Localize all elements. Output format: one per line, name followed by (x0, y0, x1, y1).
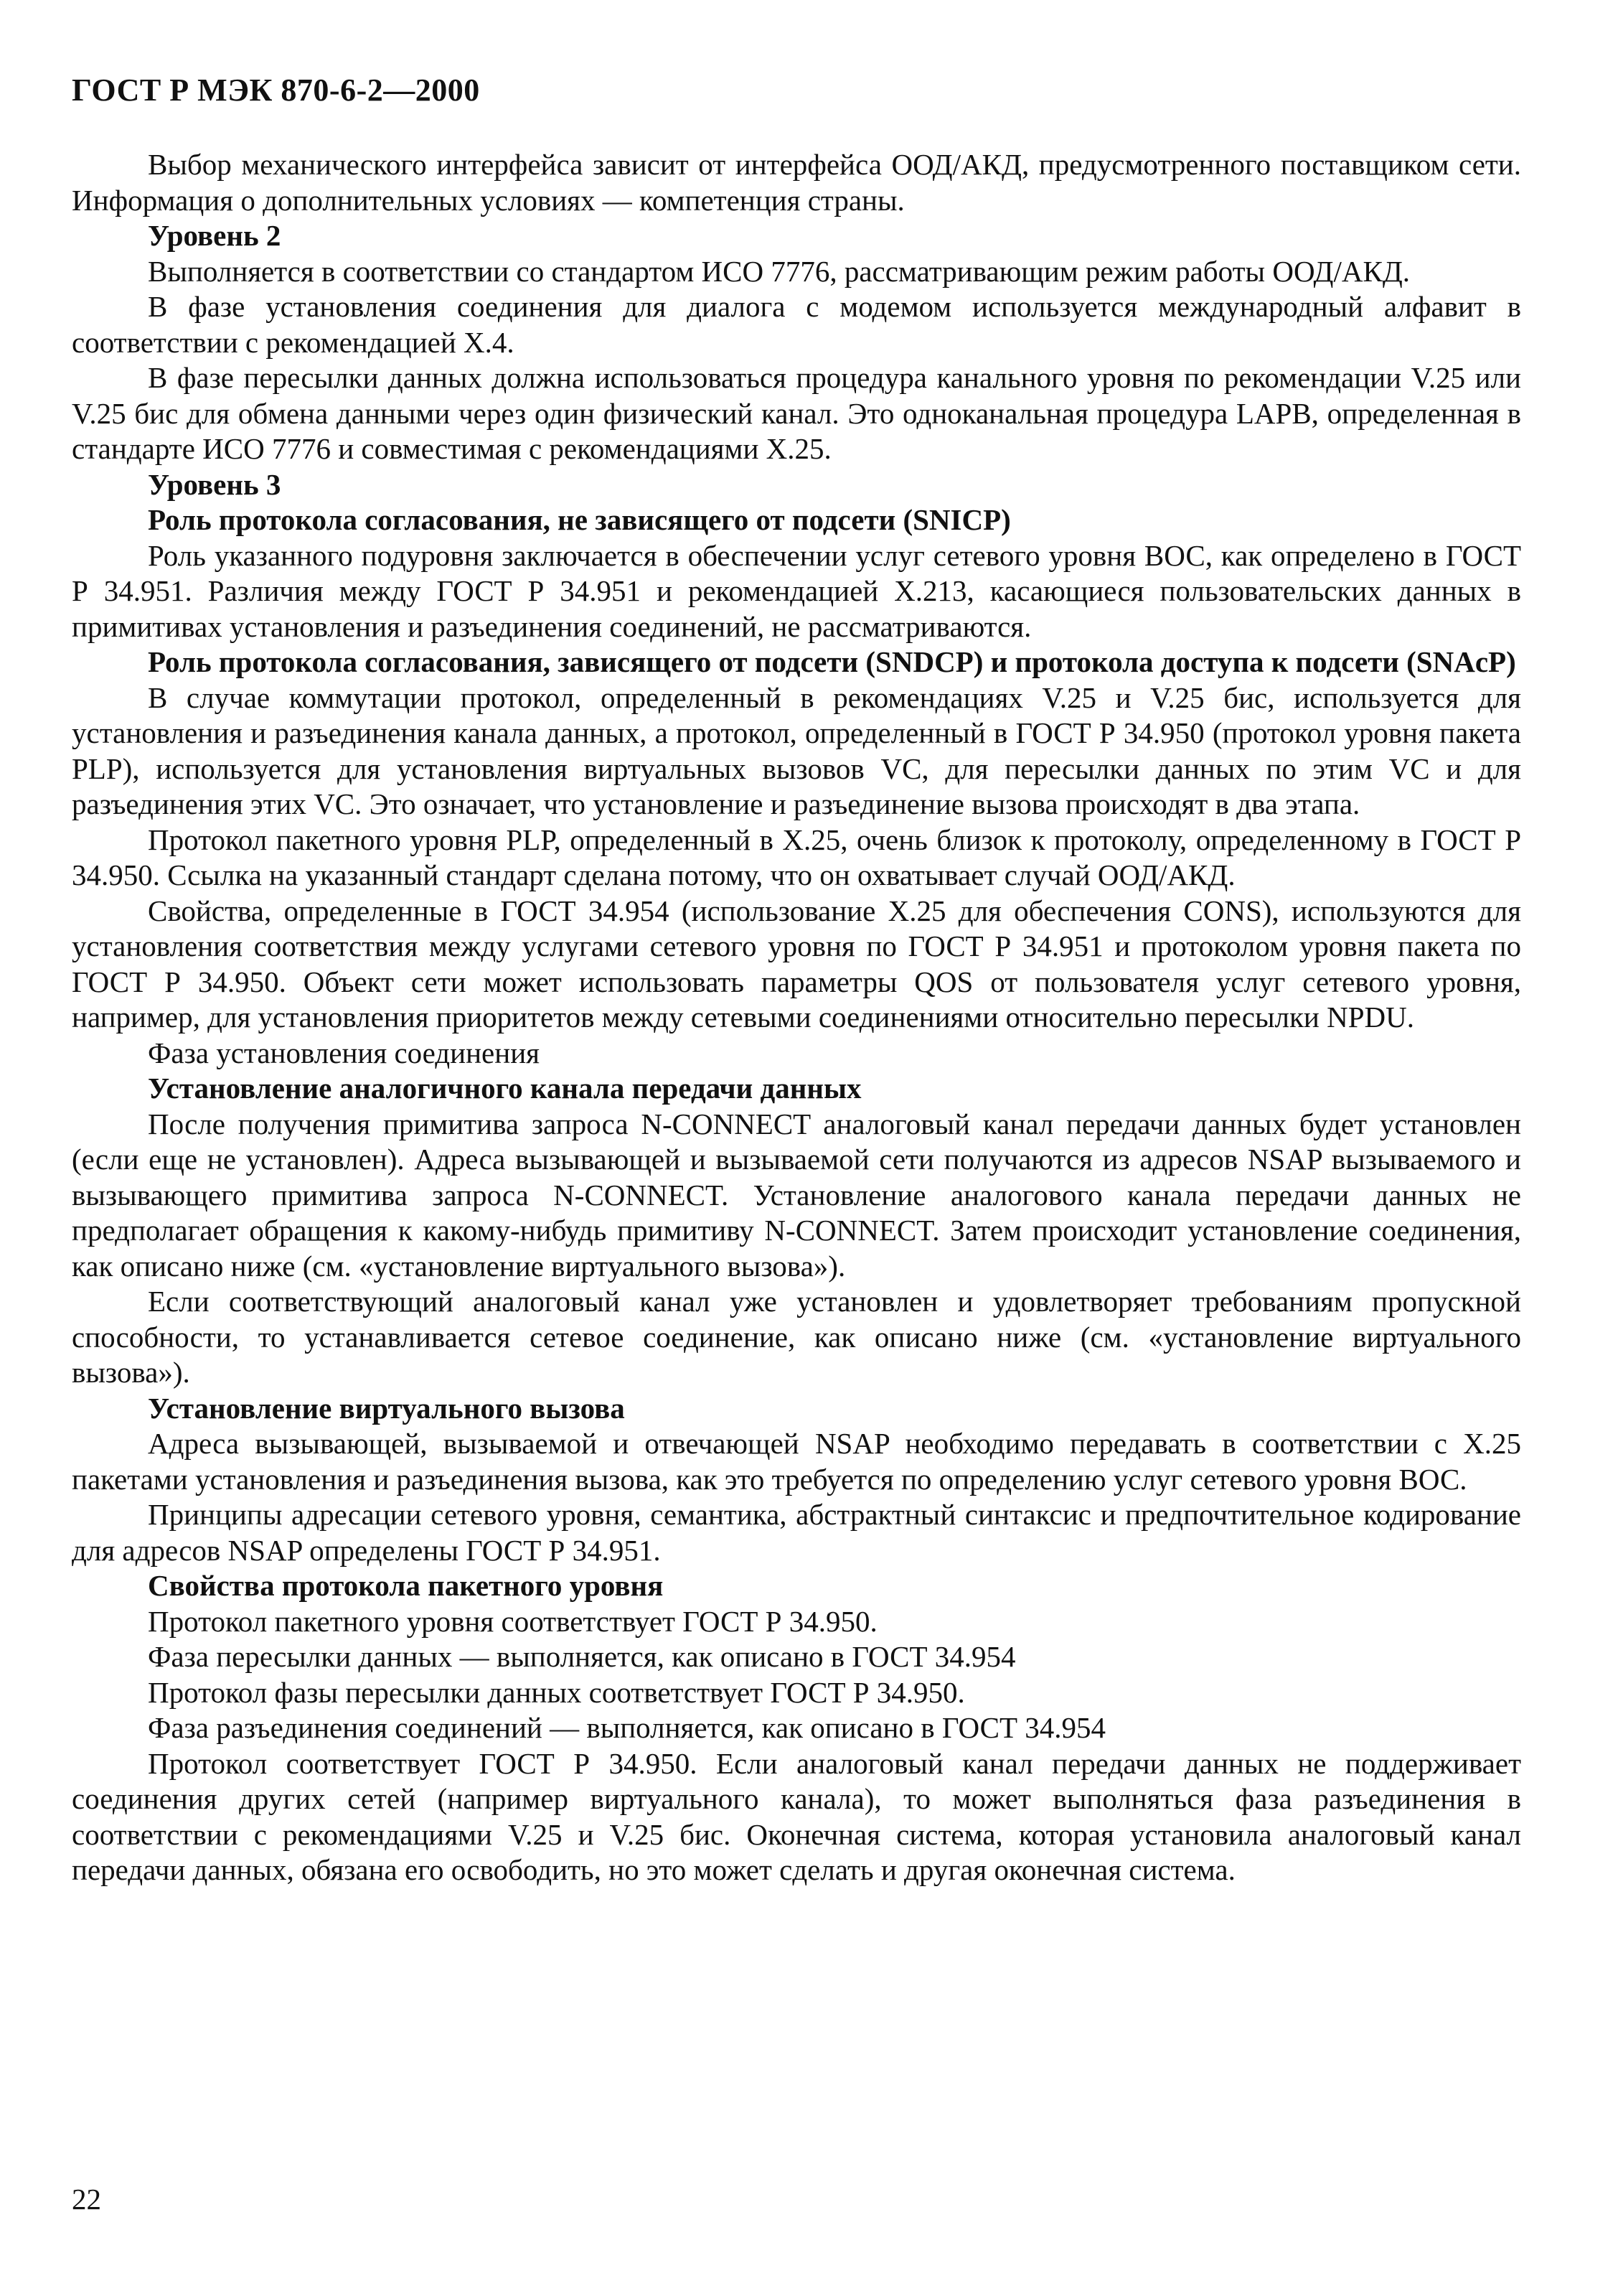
subsection-heading: Установление виртуального вызова (148, 1391, 625, 1425)
paragraph: Выполняется в соответствии со стандартом ИСО 7776, рассматривающим режим работы ООД/АКД. (148, 254, 1411, 288)
paragraph: В фазе пересылки данных должна использоваться процедура канального уровня по рекомендации V.25 или V.25 бис для обмена данными через один физический канал. Это одноканальная процедура LAPB, определенная в стандарте ИСО 7776 и совместимая с рекомендациями X.25. (72, 361, 1521, 465)
paragraph: В случае коммутации протокол, определенный в рекомендациях V.25 и V.25 бис, используется для установления и разъединения канала данных, а протокол, определенный в ГОСТ Р 34.950 (протокол уровня пакета PLP), используется для установления виртуальных вызовов VC, для пересылки данных по этим VC и для разъединения этих VC. Это означает, что установление и разъединение вызова происходят в два этапа. (72, 680, 1521, 820)
section-heading: Уровень 3 (148, 467, 281, 501)
paragraph: Адреса вызывающей, вызываемой и отвечающей NSAP необходимо передавать в соответствии с X.25 пакетами установления и разъединения вызова, как это требуется по определению услуг сетевого уровня ВОС. (72, 1427, 1521, 1496)
paragraph: Протокол пакетного уровня соответствует ГОСТ Р 34.950. (148, 1604, 878, 1638)
paragraph: Выбор механического интерфейса зависит от интерфейса ООД/АКД, предусмотренного поставщиком сети. Информация о дополнительных условиях — компетенция страны. (72, 148, 1521, 217)
paragraph: Свойства, определенные в ГОСТ 34.954 (использование X.25 для обеспечения CONS), используются для установления соответствия между услугами сетевого уровня по ГОСТ Р 34.951 и протоколом уровня пакета по ГОСТ Р 34.950. Объект сети может использовать параметры QOS от пользователя услуг сетевого уровня, например, для установления приоритетов между сетевыми соединениями относительно пересылки NPDU. (72, 894, 1521, 1034)
document-body (72, 147, 1521, 1888)
paragraph: Принципы адресации сетевого уровня, семантика, абстрактный синтаксис и предпочтительное кодирование для адресов NSAP определены ГОСТ Р 34.951. (72, 1498, 1521, 1567)
subsection-heading: Роль протокола согласования, зависящего от подсети (SNDCP) и протокола доступа к подсети (SNAcP) (148, 645, 1516, 678)
paragraph: Протокол фазы пересылки данных соответствует ГОСТ Р 34.950. (148, 1675, 965, 1709)
page-number: 22 (72, 2183, 101, 2216)
section-heading: Уровень 2 (148, 219, 281, 252)
document-header: ГОСТ Р МЭК 870-6-2—2000 (72, 72, 480, 108)
paragraph: Роль указанного подуровня заключается в обеспечении услуг сетевого уровня ВОС, как определено в ГОСТ Р 34.951. Различия между ГОСТ Р 34.951 и рекомендацией X.213, касающиеся пользовательских данных в примитивах установления и разъединения соединений, не рассматриваются. (72, 538, 1521, 643)
paragraph: Если соответствующий аналоговый канал уже установлен и удовлетворяет требованиям пропускной способности, то устанавливается сетевое соединение, как описано ниже (см. «установление виртуального вызова»). (72, 1285, 1521, 1389)
subsection-heading: Установление аналогичного канала передачи данных (148, 1072, 862, 1105)
paragraph: В фазе установления соединения для диалога с модемом используется международный алфавит в соответствии с рекомендацией X.4. (72, 290, 1521, 359)
subsection-heading: Свойства протокола пакетного уровня (148, 1569, 664, 1602)
paragraph: Протокол соответствует ГОСТ Р 34.950. Если аналоговый канал передачи данных не поддерживает соединения других сетей (например виртуального канала), то может выполняться фаза разъединения в соответствии с рекомендациями V.25 и V.25 бис. Оконечная система, которая установила аналоговый канал передачи данных, обязана его освободить, но это может сделать и другая оконечная система. (72, 1746, 1521, 1886)
subsection-heading: Роль протокола согласования, не зависящего от подсети (SNICP) (148, 503, 1011, 536)
paragraph: Фаза пересылки данных — выполняется, как описано в ГОСТ 34.954 (148, 1640, 1016, 1673)
paragraph: Фаза разъединения соединений — выполняется, как описано в ГОСТ 34.954 (148, 1711, 1106, 1744)
paragraph: После получения примитива запроса N-CONNECT аналоговый канал передачи данных будет установлен (если еще не установлен). Адреса вызывающей и вызываемой сети получаются из адресов NSAP вызываемого и вызывающего примитива запроса N-CONNECT. Установление аналогового канала передачи данных не предполагает обращения к какому-нибудь примитиву N-CONNECT. Затем происходит установление соединения, как описано ниже (см. «установление виртуального вызова»). (72, 1107, 1521, 1283)
paragraph: Протокол пакетного уровня PLP, определенный в X.25, очень близок к протоколу, определенному в ГОСТ Р 34.950. Ссылка на указанный стандарт сделана потому, что он охватывает случай ООД/АКД. (72, 823, 1521, 891)
paragraph: Фаза установления соединения (148, 1036, 540, 1069)
